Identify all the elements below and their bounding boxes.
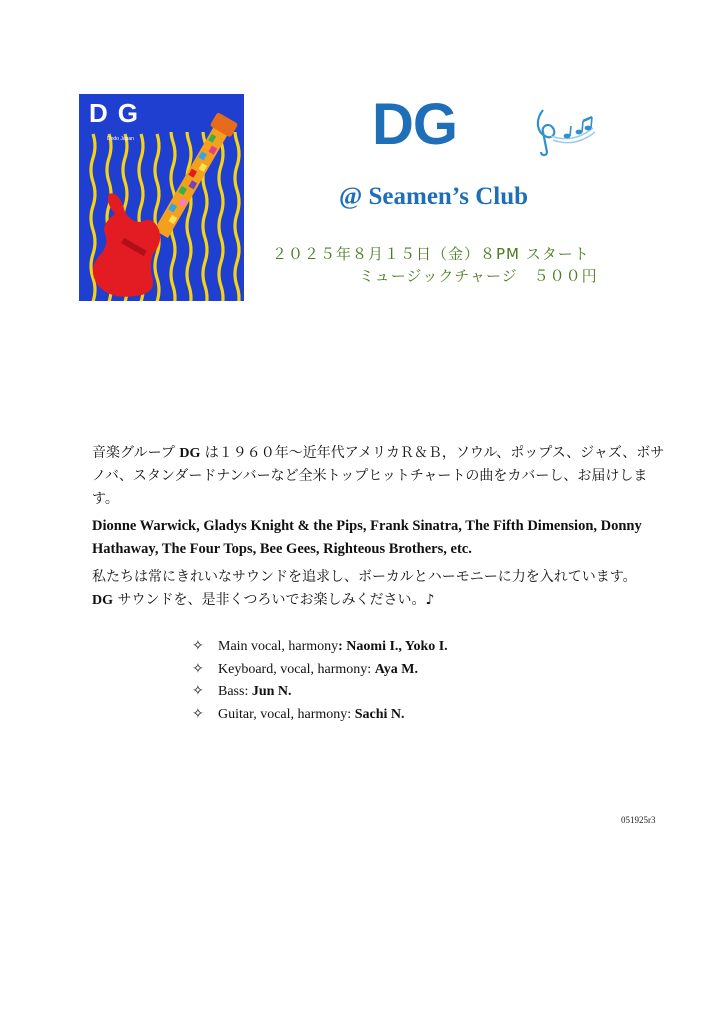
intro-prefix: 音楽グループ bbox=[92, 445, 180, 461]
artists-paragraph: Dionne Warwick, Gladys Knight & the Pips, Frank Sinatra, The Fifth Dimension, Donny Hathaway, The Four Tops, Bee Gees, Righteous Brothers, etc. bbox=[92, 518, 642, 557]
member-name: Aya M. bbox=[374, 661, 418, 677]
member-role: Keyboard, vocal, harmony: bbox=[218, 661, 375, 677]
album-cover-image bbox=[79, 94, 244, 301]
member-role: Bass: bbox=[218, 684, 252, 699]
document-id: 051925r3 bbox=[621, 815, 656, 825]
member-name: Sachi N. bbox=[354, 706, 405, 722]
closing-text-2: サウンドを、是非くつろいでお楽しみください。♪ bbox=[113, 592, 435, 608]
member-role: Guitar, vocal, harmony: bbox=[218, 706, 355, 722]
closing-text-1: 私たちは常にきれいなサウンドを追求し、ボーカルとハーモニーに力を入れています。 bbox=[92, 569, 637, 585]
list-item bbox=[192, 659, 448, 682]
intro-paragraph bbox=[92, 442, 667, 511]
sparkle-bullet-icon: ✧ bbox=[192, 684, 204, 699]
cover-logo: DG bbox=[89, 98, 148, 128]
venue-title: @ Seamen’s Club bbox=[339, 183, 529, 210]
member-role: Main vocal, harmony bbox=[218, 639, 339, 654]
member-list bbox=[192, 636, 448, 726]
intro-text: は１９６０年～近年代アメリカＲ＆Ｂ，ソウル、ポップス、ジャズ、ボサノバ、スタンダードナンバーなど全米トップヒットチャートの曲をカバーし、お届けします。 bbox=[92, 445, 665, 507]
cover-subtext: Dodo Japan bbox=[107, 136, 134, 142]
member-name: : Naomi I., Yoko I. bbox=[338, 639, 448, 654]
music-note-icon bbox=[533, 106, 597, 158]
sparkle-bullet-icon: ✧ bbox=[192, 706, 204, 722]
list-item bbox=[192, 636, 448, 659]
list-item bbox=[192, 704, 448, 727]
intro-band-name: DG bbox=[179, 446, 201, 461]
member-name: Jun N. bbox=[251, 684, 292, 699]
event-date: ２０２５年８月１５日（金）８PM スタート bbox=[272, 245, 590, 263]
closing-paragraph bbox=[92, 566, 667, 612]
sparkle-bullet-icon: ✧ bbox=[192, 661, 204, 677]
closing-band-name: DG bbox=[92, 593, 113, 608]
list-item bbox=[192, 681, 448, 704]
band-title: DG bbox=[372, 92, 457, 157]
sparkle-bullet-icon: ✧ bbox=[192, 639, 204, 654]
music-charge: ミュージックチャージ ５００円 bbox=[359, 267, 598, 285]
